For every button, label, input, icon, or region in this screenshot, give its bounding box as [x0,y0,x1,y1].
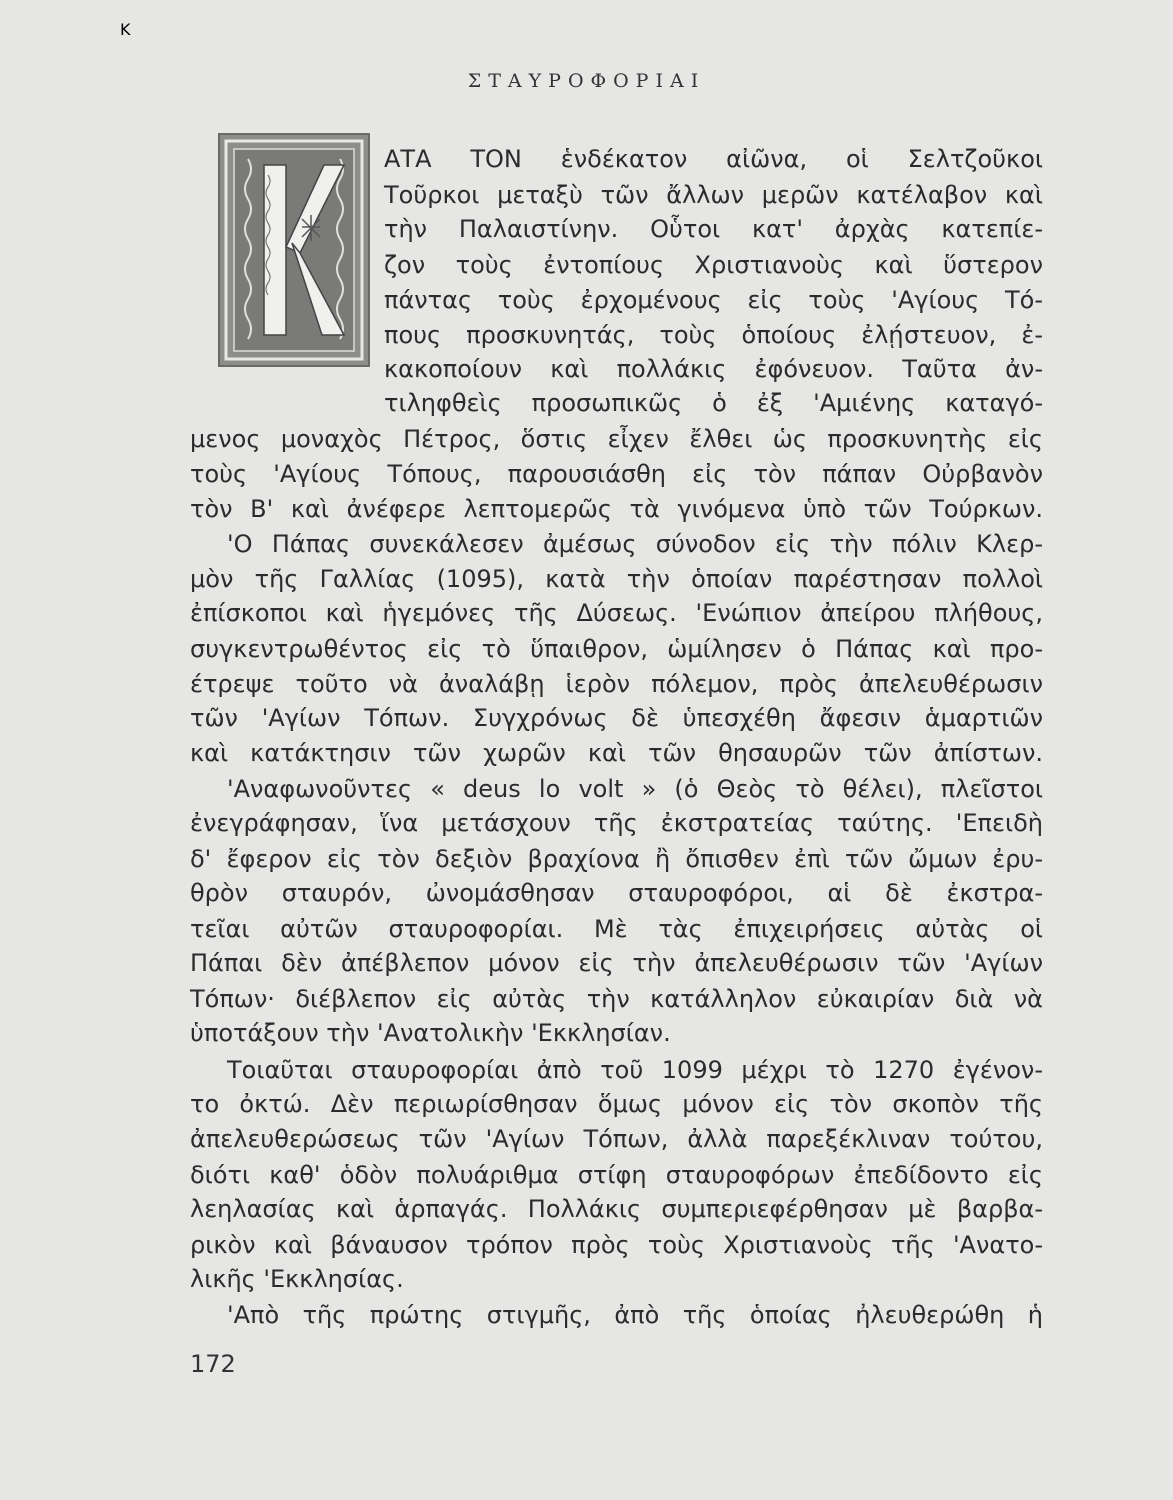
text-line: το ὀκτώ. Δὲν περιωρίσθησαν ὅμως μόνον εἰς τὸν σκοπὸν τῆς [190,1090,1043,1118]
text-line: ἀπελευθερώσεως τῶν 'Αγίων Τόπων, ἀλλὰ παρεξέκλιναν τούτου, [190,1125,1043,1153]
text-line: μὸν τῆς Γαλλίας (1095), κατὰ τὴν ὁποίαν παρέστησαν πολλοὶ [190,565,1043,593]
text-line: τεῖαι αὐτῶν σταυροφορίαι. Μὲ τὰς ἐπιχειρήσεις αὐτὰς οἱ [190,915,1043,943]
text-line: Τόπων· διέβλεπον εἰς αὐτὰς τὴν κατάλληλον εὐκαιρίαν διὰ νὰ [190,985,1043,1013]
text-line: διότι καθ' ὁδὸν πολυάριθμα στίφη σταυροφόρων ἐπεδίδοντο εἰς [190,1161,1043,1189]
decorated-initial-art [120,20,368,365]
text-line: ὑποτάξουν τὴν 'Ανατολικὴν 'Εκκλησίαν. [190,1019,671,1047]
text-line: πάντας τοὺς ἐρχομένους εἰς τοὺς 'Αγίους Τό- [384,286,1043,314]
text-line: λεηλασίας καὶ ἁρπαγάς. Πολλάκις συμπεριεφέρθησαν μὲ βαρβα- [190,1195,1043,1223]
text-line: κακοποίουν καὶ πολλάκις ἐφόνευον. Ταῦτα ἀν- [384,355,1043,383]
text-line: Τοῦρκοι μεταξὺ τῶν ἄλλων μερῶν κατέλαβον καὶ [384,181,1043,209]
text-line: θρὸν σταυρόν, ὠνομάσθησαν σταυροφόροι, αἱ δὲ ἐκστρα- [190,879,1043,907]
text-line: λικῆς 'Εκκλησίας. [190,1265,404,1293]
text-line: ρικὸν καὶ βάναυσον τρόπον πρὸς τοὺς Χριστιανοὺς τῆς 'Ανατο- [190,1231,1043,1259]
text-line: τὴν Παλαιστίνην. Οὗτοι κατ' ἀρχὰς κατεπίε- [384,215,1043,243]
text-line: δ' ἔφερον εἰς τὸν δεξιὸν βραχίονα ἢ ὄπισθεν ἐπὶ τῶν ὤμων ἐρυ- [190,845,1043,873]
text-line: ΑΤΑ ΤΟΝ ἑνδέκατον αἰῶνα, οἱ Σελτζοῦκοι [384,145,1043,173]
initial-letter-glyph: K [120,20,131,39]
text-line: καὶ κατάκτησιν τῶν χωρῶν καὶ τῶν θησαυρῶν τῶν ἀπίστων. [190,739,1043,767]
decorated-initial [120,20,370,367]
text-line: τιληφθεὶς προσωπικῶς ὁ ἐξ 'Αμιένης καταγό- [384,389,1043,417]
running-head: ΣΤΑΥΡΟΦΟΡΙΑΙ [467,70,706,92]
text-line: τοὺς 'Αγίους Τόπους, παρουσιάσθη εἰς τὸν πάπαν Οὐρβανὸν [190,460,1043,488]
page-number: 172 [190,1350,236,1378]
text-line: Πάπαι δὲν ἀπέβλεπον μόνον εἰς τὴν ἀπελευθέρωσιν τῶν 'Αγίων [190,949,1043,977]
text-line: συγκεντρωθέντος εἰς τὸ ὕπαιθρον, ὡμίλησεν ὁ Πάπας καὶ προ- [190,635,1043,663]
text-line: 'Αναφωνοῦντες « deus lo volt » (ὁ Θεὸς τὸ θέλει), πλεῖστοι [227,775,1043,803]
text-line: μενος μοναχὸς Πέτρος, ὅστις εἶχεν ἔλθει ὡς προσκυνητὴς εἰς [190,425,1043,453]
text-line: έτρεψε τοῦτο νὰ ἀναλάβῃ ἱερὸν πόλεμον, πρὸς ἀπελευθέρωσιν [190,670,1043,698]
text-line: ἐνεγράφησαν, ἵνα μετάσχουν τῆς ἐκστρατείας ταύτης. 'Επειδὴ [190,809,1043,837]
text-line: πους προσκυνητάς, τοὺς ὁποίους ἐλῄστευον, ἐ- [384,321,1043,349]
text-line: τὸν Β' καὶ ἀνέφερε λεπτομερῶς τὰ γινόμενα ὑπὸ τῶν Τούρκων. [190,495,1043,523]
text-line: ἐπίσκοποι καὶ ἡγεμόνες τῆς Δύσεως. 'Ενώπιον ἀπείρου πλήθους, [190,599,1043,627]
text-line: ζον τοὺς ἐντοπίους Χριστιανοὺς καὶ ὕστερον [384,251,1043,279]
text-line: Τοιαῦται σταυροφορίαι ἀπὸ τοῦ 1099 μέχρι τὸ 1270 ἐγένον- [227,1056,1043,1084]
text-line: 'Απὸ τῆς πρώτης στιγμῆς, ἀπὸ τῆς ὁποίας ἠλευθερώθη ἡ [227,1301,1043,1329]
text-line: 'Ο Πάπας συνεκάλεσεν ἀμέσως σύνοδον εἰς τὴν πόλιν Κλερ- [227,530,1043,558]
text-line: τῶν 'Αγίων Τόπων. Συγχρόνως δὲ ὑπεσχέθη ἄφεσιν ἁμαρτιῶν [190,704,1043,732]
